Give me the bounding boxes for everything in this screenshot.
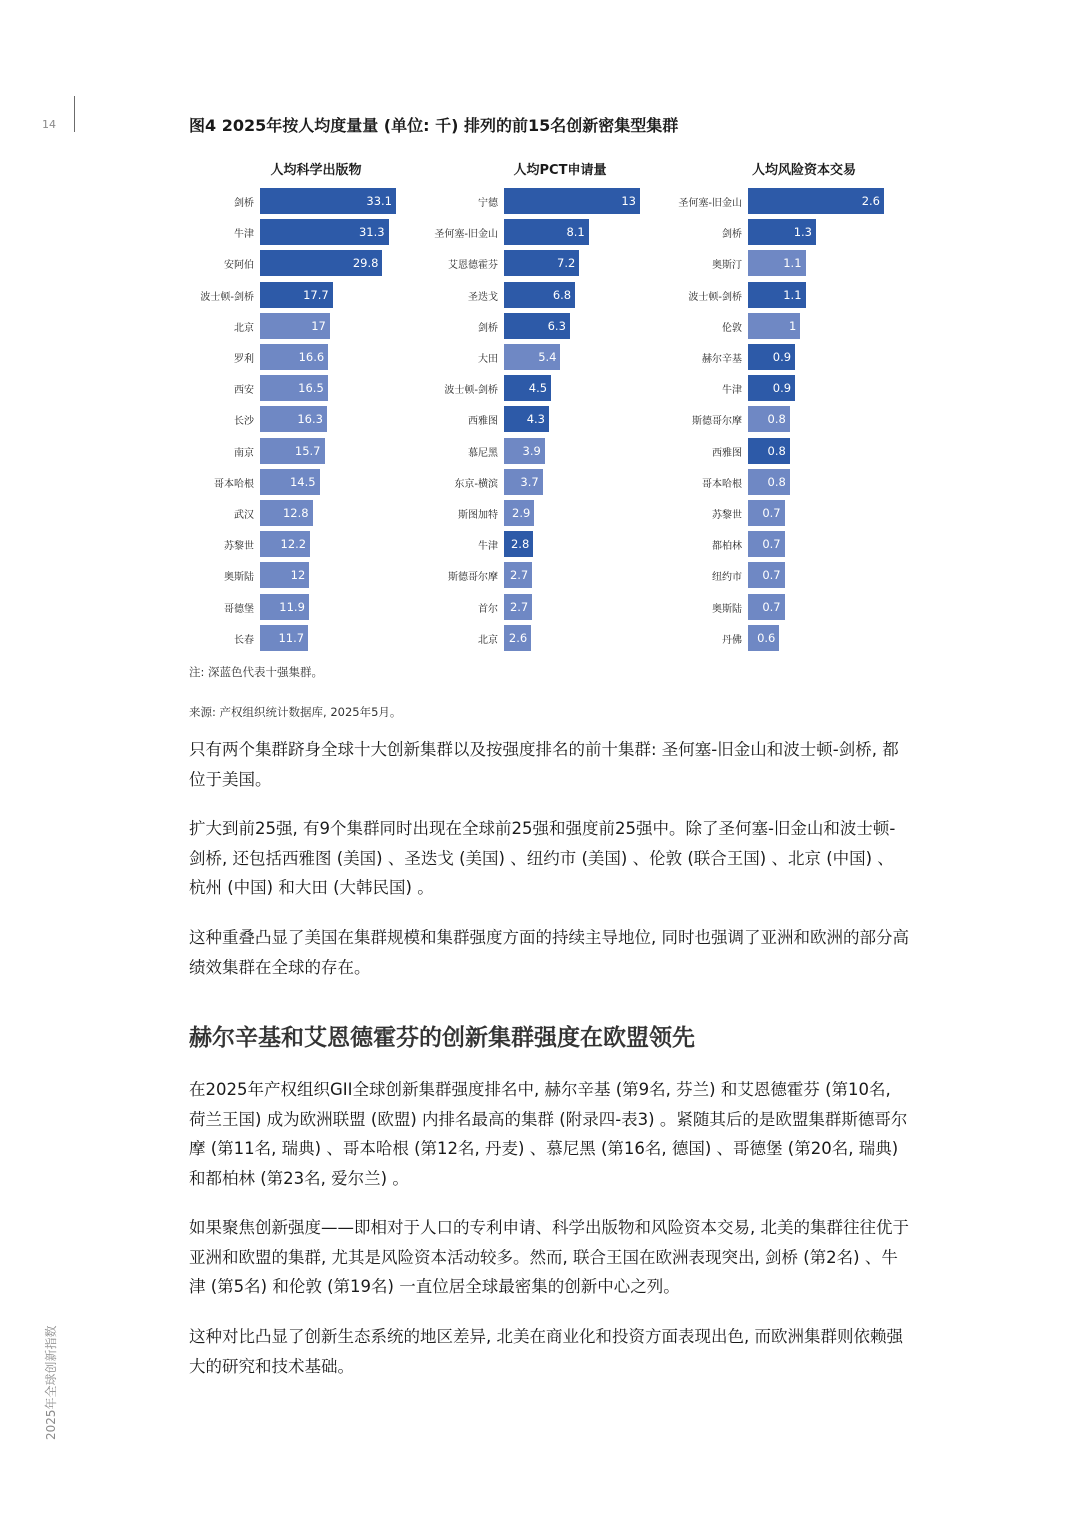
paragraph-6: 这种对比凸显了创新生态系统的地区差异, 北美在商业化和投资方面表现出色, 而欧洲集群则依赖强大的研究和技术基础。 bbox=[189, 1327, 903, 1376]
data-label: 0.8 bbox=[767, 474, 786, 489]
category-label: 南京 bbox=[234, 447, 254, 459]
data-label: 29.8 bbox=[352, 256, 379, 271]
data-label: 2.6 bbox=[508, 630, 528, 645]
category-label: 斯德哥尔摩 bbox=[448, 572, 498, 584]
chart-note: 注: 深蓝色代表十强集群。 bbox=[189, 665, 324, 679]
data-label: 4.5 bbox=[528, 381, 548, 396]
data-label: 5.4 bbox=[538, 350, 557, 364]
category-label: 牛津 bbox=[478, 541, 498, 553]
data-label: 0.9 bbox=[772, 381, 792, 396]
paragraph-5: 如果聚焦创新强度——即相对于人口的专利申请、科学出版物和风险资本交易, 北美的集群往往优于亚洲和欧盟的集群, 尤其是风险资本活动较多。然而, 联合王国在欧洲表现突出, 剑桥 (第2名) 、牛津 (第5名) 和伦敦 (第19名) 一直位居全球最密集的创新中心之列。 bbox=[189, 1218, 909, 1296]
paragraph-3: 这种重叠凸显了美国在集群规模和集群强度方面的持续主导地位, 同时也强调了亚洲和欧洲的部分高绩效集群在全球的存在。 bbox=[189, 928, 909, 977]
page-number: 14 bbox=[42, 118, 56, 131]
data-label: 0.8 bbox=[767, 412, 786, 427]
data-label: 3.7 bbox=[520, 474, 539, 489]
data-label: 12.2 bbox=[280, 537, 307, 552]
data-label: 17 bbox=[311, 318, 326, 333]
data-label: 16.5 bbox=[298, 381, 324, 396]
data-label: 8.1 bbox=[566, 225, 585, 240]
data-label: 1.1 bbox=[783, 256, 802, 271]
category-label: 东京-横滨 bbox=[454, 478, 498, 490]
category-label: 剑桥 bbox=[478, 322, 498, 334]
data-label: 6.8 bbox=[552, 287, 572, 302]
category-label: 都柏林 bbox=[712, 541, 742, 553]
category-label: 安阿伯 bbox=[224, 260, 254, 272]
data-label: 12 bbox=[290, 568, 306, 583]
category-label: 宁德 bbox=[478, 198, 498, 209]
panel-title-2: 人均PCT申请量 bbox=[513, 163, 607, 178]
paragraph-4: 在2025年产权组织GII全球创新集群强度排名中, 赫尔辛基 (第9名, 芬兰) 和艾恩德霍芬 (第10名, 荷兰王国) 成为欧洲联盟 (欧盟) 内排名最高的集群 (附录四-表3) 。紧随其后的是欧盟集群斯德哥尔摩 (第11名, 瑞典) 、哥本哈根 (第12名, 丹麦) 、慕尼黑 (第16名, 德国) 、哥德堡 (第20名, 瑞典) 和都柏林 (第23名, 爱尔兰) 。 bbox=[189, 1080, 908, 1188]
category-label: 斯图加特 bbox=[458, 510, 498, 521]
data-label: 2.6 bbox=[861, 194, 880, 208]
data-label: 0.9 bbox=[772, 350, 792, 364]
data-label: 0.7 bbox=[762, 568, 781, 583]
data-label: 12.8 bbox=[282, 506, 309, 520]
data-label: 2.7 bbox=[509, 568, 529, 583]
figure-title: 图4 2025年按人均度量量 (单位: 千) 排列的前15名创新密集型集群 bbox=[189, 116, 679, 135]
data-label: 33.1 bbox=[366, 194, 392, 208]
category-label: 长春 bbox=[234, 634, 254, 646]
data-label: 2.8 bbox=[510, 537, 530, 552]
category-label: 圣何塞-旧金山 bbox=[678, 198, 742, 209]
category-label: 赫尔辛基 bbox=[702, 354, 742, 365]
category-label: 圣何塞-旧金山 bbox=[434, 229, 498, 241]
data-label: 1.3 bbox=[793, 225, 812, 240]
category-label: 苏黎世 bbox=[712, 510, 742, 521]
category-label: 伦敦 bbox=[722, 322, 742, 334]
section-heading: 赫尔辛基和艾恩德霍芬的创新集群强度在欧盟领先 bbox=[189, 1025, 695, 1051]
data-label: 13 bbox=[621, 194, 636, 208]
category-label: 长沙 bbox=[234, 416, 254, 428]
data-label: 6.3 bbox=[547, 318, 566, 333]
category-label: 圣迭戈 bbox=[468, 291, 498, 303]
data-label: 15.7 bbox=[294, 443, 321, 458]
data-label: 0.7 bbox=[762, 599, 781, 614]
category-label: 苏黎世 bbox=[224, 541, 254, 553]
paragraph-1: 只有两个集群跻身全球十大创新集群以及按强度排名的前十集群: 圣何塞-旧金山和波士顿-剑桥, 都位于美国。 bbox=[189, 740, 899, 789]
data-label: 2.9 bbox=[512, 506, 531, 520]
header-rule bbox=[74, 96, 75, 132]
data-label: 1 bbox=[788, 318, 797, 333]
data-label: 1.1 bbox=[783, 287, 802, 302]
data-label: 3.9 bbox=[522, 443, 541, 458]
paragraph-2: 扩大到前25强, 有9个集群同时出现在全球前25强和强度前25强中。除了圣何塞-旧金山和波士顿-剑桥, 还包括西雅图 (美国) 、圣迭戈 (美国) 、纽约市 (美国) 、伦敦 (联合王国) 、北京 (中国) 、杭州 (中国) 和大田 (大韩民国) 。 bbox=[189, 819, 896, 897]
category-label: 奥斯陆 bbox=[712, 603, 742, 615]
category-label: 西安 bbox=[234, 385, 254, 397]
category-label: 艾恩德霍芬 bbox=[448, 260, 498, 272]
side-running-title: 2025年全球创新指数 bbox=[44, 1325, 58, 1440]
category-label: 首尔 bbox=[478, 603, 498, 615]
data-label: 14.5 bbox=[289, 474, 316, 489]
category-label: 北京 bbox=[234, 322, 254, 334]
category-label: 纽约市 bbox=[712, 572, 742, 584]
category-label: 波士顿-剑桥 bbox=[688, 291, 742, 303]
data-label: 2.7 bbox=[509, 599, 529, 614]
category-label: 哥德堡 bbox=[224, 603, 254, 615]
category-label: 牛津 bbox=[722, 385, 742, 397]
category-label: 大田 bbox=[478, 354, 498, 365]
data-label: 11.7 bbox=[278, 630, 305, 645]
data-label: 17.7 bbox=[303, 287, 329, 302]
data-label: 31.3 bbox=[358, 225, 385, 240]
category-label: 斯德哥尔摩 bbox=[692, 416, 742, 428]
category-label: 牛津 bbox=[234, 229, 254, 241]
data-label: 7.2 bbox=[557, 256, 576, 271]
panel-title-3: 人均风险资本交易 bbox=[751, 163, 856, 178]
data-label: 16.6 bbox=[298, 350, 325, 364]
category-label: 剑桥 bbox=[234, 198, 254, 209]
data-label: 0.7 bbox=[762, 506, 781, 520]
chart-source: 来源: 产权组织统计数据库, 2025年5月。 bbox=[189, 705, 402, 719]
category-label: 武汉 bbox=[234, 510, 254, 521]
data-label: 16.3 bbox=[297, 412, 323, 427]
data-label: 11.9 bbox=[279, 599, 305, 614]
category-label: 波士顿-剑桥 bbox=[444, 385, 498, 397]
category-label: 哥本哈根 bbox=[214, 478, 254, 490]
data-label: 0.7 bbox=[762, 537, 781, 552]
category-label: 剑桥 bbox=[722, 229, 742, 241]
category-label: 哥本哈根 bbox=[702, 478, 742, 490]
category-label: 慕尼黑 bbox=[468, 447, 498, 459]
category-label: 西雅图 bbox=[468, 416, 498, 428]
category-label: 西雅图 bbox=[712, 447, 742, 459]
category-label: 丹佛 bbox=[722, 634, 742, 646]
category-label: 奥斯陆 bbox=[224, 572, 254, 584]
panel-title-1: 人均科学出版物 bbox=[270, 163, 362, 178]
category-label: 罗利 bbox=[234, 354, 254, 365]
data-label: 4.3 bbox=[526, 412, 545, 427]
data-label: 0.6 bbox=[757, 630, 776, 645]
category-label: 波士顿-剑桥 bbox=[200, 291, 254, 303]
data-label: 0.8 bbox=[767, 443, 786, 458]
category-label: 奥斯汀 bbox=[712, 260, 742, 272]
category-label: 北京 bbox=[478, 634, 498, 646]
